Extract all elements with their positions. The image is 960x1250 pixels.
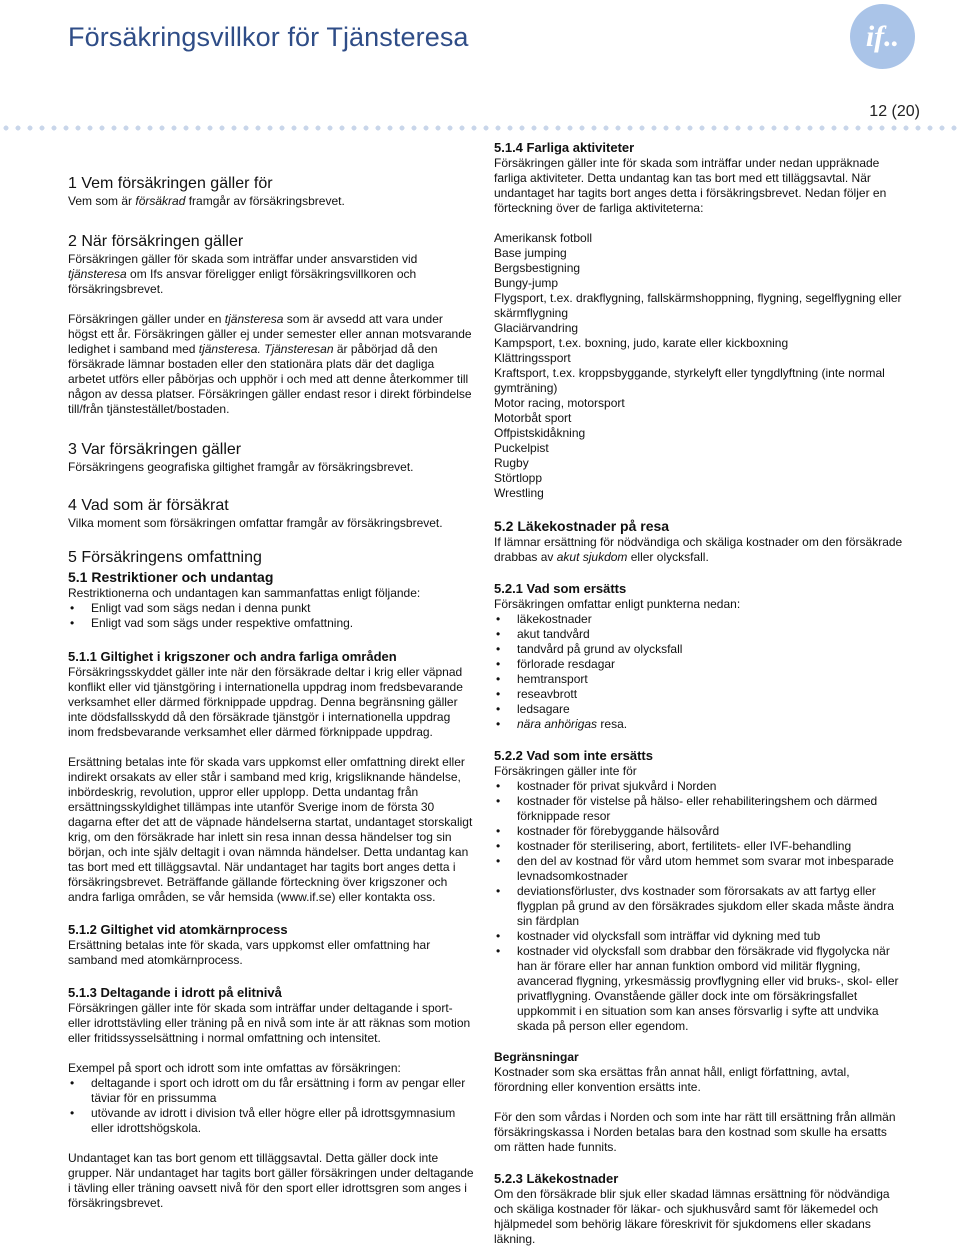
list-item: • ledsagare: [494, 702, 904, 717]
list-item: • den del av kostnad för vård utom hemmet som svarar mot inbesparade levnadsomkostnader: [494, 854, 904, 884]
limitations-paragraph-1: Kostnader som ska ersättas från annat håll, enligt författning, avtal, förordning eller konvention ersätts inte.: [494, 1065, 850, 1094]
section-5-2-2-heading: 5.2.2 Vad som inte ersätts: [494, 748, 653, 763]
section-4-heading: 4 Vad som är försäkrat: [68, 497, 229, 514]
if-logo: [850, 4, 915, 69]
list-item: Störtlopp: [494, 471, 543, 485]
right-column: [494, 140, 904, 1247]
logo-text: if..: [865, 19, 900, 53]
section-5-2-text: If lämnar ersättning för nödvändiga och skäliga kostnader om den försäkrade drabbas av akut sjukdom eller olycksfall.: [494, 535, 903, 564]
section-5-1-heading: 5.1 Restriktioner och undantag: [68, 569, 274, 585]
list-item: • kostnader vid olycksfall som drabbar den försäkrade vid flygolycka när han är förare eller har annan funktion ombord vid militär flygning, avancerad flygning, yrkesmässig provflygning eller vid bruks-, skol- eller privatflygning. Ovanstående gäller dock inte om försäkringsfallet uppkommit i en situation som kan anses försvarlig i syfte att undvika skada på person eller egendom.: [494, 944, 904, 1034]
section-5-1-4-text: Försäkringen gäller inte för skada som inträffar under nedan uppräknade farliga aktiviteter. Detta undantag kan tas bort med ett tilläggsavtal. När undantaget har tagits bort anges detta i försäkringsbrevet. Nedan följer en förteckning över de farliga aktiviteterna:: [494, 156, 887, 215]
section-5-2-1-list: [494, 612, 904, 732]
document-title: Försäkringsvillkor för Tjänsteresa: [68, 22, 469, 52]
list-item: Wrestling: [494, 486, 544, 500]
section-5-2-2-intro: Försäkringen gäller inte för: [494, 764, 637, 778]
list-item: • förlorade resdagar: [494, 657, 904, 672]
list-item: • Enligt vad som sägs nedan i denna punkt: [68, 601, 474, 616]
list-item: • kostnader vid olycksfall som inträffar vid dykning med tub: [494, 929, 904, 944]
section-5-1-3-paragraph-2: Exempel på sport och idrott som inte omfattas av försäkringen:: [68, 1061, 401, 1075]
section-5-2-heading: 5.2 Läkekostnader på resa: [494, 518, 670, 534]
section-5-heading: 5 Försäkringens omfattning: [68, 549, 262, 566]
list-item: Bergsbestigning: [494, 261, 581, 275]
section-5-1-3-paragraph-3: Undantaget kan tas bort genom ett tilläggsavtal. Detta gäller dock inte grupper. När undantaget har tagits bort gäller försäkringen under deltagande i tävling eller träning oavsett nivå för den sport eller idrottsgren som anges i försäkringsbrevet.: [68, 1151, 474, 1210]
section-5-1-4-heading: 5.1.4 Farliga aktiviteter: [494, 140, 635, 155]
list-item: Klättringssport: [494, 351, 571, 365]
section-5-1-list: [68, 601, 474, 631]
list-item: • reseavbrott: [494, 687, 904, 702]
limitations-heading: Begränsningar: [494, 1050, 579, 1064]
section-5-2-2-list: [494, 779, 904, 1034]
section-5-1-2-text: Ersättning betalas inte för skada, vars uppkomst eller omfattning har samband med atomkärnprocess.: [68, 938, 431, 967]
list-item: • kostnader för förebyggande hälsovård: [494, 824, 904, 839]
section-5-1-3-paragraph-1: Försäkringen gäller inte för skada som inträffar under deltagande i sport- eller idrottstävling eller träning på en nivå som inte är att räknas som motion eller fritidssysselsättning i normal omfattning och intensitet.: [68, 1001, 471, 1045]
list-item: • kostnader för vistelse på hälso- eller rehabiliteringshem och därmed förknippade resor: [494, 794, 904, 824]
section-5-2-3-text: Om den försäkrade blir sjuk eller skadad lämnas ersättning för nödvändiga och skäliga kostnader för läkar- och sjukhusvård samt för läkemedel och hjälpmedel som behörig läkare föreskrivit för sjukdomens eller skadans läkning.: [494, 1187, 890, 1246]
list-item: • akut tandvård: [494, 627, 904, 642]
list-item: Amerikansk fotboll: [494, 231, 593, 245]
section-5-1-1-heading: 5.1.1 Giltighet i krigszoner och andra farliga områden: [68, 649, 397, 664]
list-item: Glaciärvandring: [494, 321, 579, 335]
list-item: Motor racing, motorsport: [494, 396, 625, 410]
list-item: Offpistskidåkning: [494, 426, 586, 440]
list-item: • Enligt vad som sägs under respektive omfattning.: [68, 616, 474, 631]
dotted-divider: [0, 124, 960, 132]
section-4-text: Vilka moment som försäkringen omfattar framgår av försäkringsbrevet.: [68, 516, 443, 530]
section-5-2-3-heading: 5.2.3 Läkekostnader: [494, 1171, 619, 1186]
section-2-heading: 2 När försäkringen gäller: [68, 233, 244, 250]
limitations-paragraph-2: För den som vårdas i Norden och som inte har rätt till ersättning från allmän försäkringskassa i Norden betalas bara den kostnad som skulle ha ersatts om rätten hade funnits.: [494, 1110, 896, 1154]
list-item: Puckelpist: [494, 441, 549, 455]
list-item: Bungy-jump: [494, 276, 559, 290]
list-item: • hemtransport: [494, 672, 904, 687]
section-1-heading: 1 Vem försäkringen gäller för: [68, 175, 273, 192]
list-item: Base jumping: [494, 246, 567, 260]
section-3-heading: 3 Var försäkringen gäller: [68, 441, 242, 458]
list-item: • tandvård på grund av olycksfall: [494, 642, 904, 657]
section-2-paragraph-2: Försäkringen gäller under en tjänsteresa som är avsedd att vara under högst ett år. Försäkringen gäller ej under semester eller annan motsvarande ledighet i samband med tjänsteresa. Tjänsteresan är påbörjad då den försäkrade lämnar bostaden eller den stationära plats där det dagliga arbetet utförs eller påbörjas och upphör i och med att denne återkommer till någon av dessa platser. Försäkringen gäller endast resor i direkt förbindelse till/från tjänstestället/bostaden.: [68, 312, 472, 416]
section-5-2-1-heading: 5.2.1 Vad som ersätts: [494, 581, 627, 596]
list-item: • nära anhörigas resa.: [494, 717, 904, 732]
list-item: • kostnader för privat sjukvård i Norden: [494, 779, 904, 794]
list-item: Rugby: [494, 456, 529, 470]
section-5-1-1-paragraph-1: Försäkringsskyddet gäller inte när den försäkrade deltar i krig eller väpnad konflikt eller vid tjänstgöring i internationella uppdrag inom fredsbevarande verksamhet eller därmed förknippade uppdrag. Denna begränsning gäller inte dödsfallsskydd då den försäkrade tjänstgör i internationella uppdrag inom fredsbevarande verksamhet eller därmed förknippade uppdrag.: [68, 665, 463, 739]
list-item: Motorbåt sport: [494, 411, 572, 425]
dangerous-activities-list: [494, 231, 904, 501]
section-5-2-1-intro: Försäkringen omfattar enligt punkterna nedan:: [494, 597, 741, 611]
section-5-1-2-heading: 5.1.2 Giltighet vid atomkärnprocess: [68, 922, 288, 937]
left-column: [68, 140, 474, 1211]
list-item: • läkekostnader: [494, 612, 904, 627]
list-item: Kampsport, t.ex. boxning, judo, karate eller kickboxning: [494, 336, 789, 350]
list-item: • utövande av idrott i division två eller högre eller på idrottsgymnasium eller idrottshögskola.: [68, 1106, 474, 1136]
page-number: 12 (20): [869, 103, 920, 120]
section-3-text: Försäkringens geografiska giltighet framgår av försäkringsbrevet.: [68, 460, 414, 474]
list-item: • deltagande i sport och idrott om du får ersättning i form av pengar eller täviar för en prissumma: [68, 1076, 474, 1106]
section-2-paragraph-1: Försäkringen gäller för skada som inträffar under ansvarstiden vid tjänsteresa om Ifs ansvar föreligger enligt försäkringsvillkoren och försäkringsbrevet.: [68, 252, 418, 296]
section-1-text: Vem som är försäkrad framgår av försäkringsbrevet.: [68, 194, 345, 208]
list-item: • kostnader för sterilisering, abort, fertilitets- eller IVF-behandling: [494, 839, 904, 854]
section-5-1-3-list: [68, 1076, 474, 1136]
section-5-1-1-paragraph-2: Ersättning betalas inte för skada vars uppkomst eller omfattning direkt eller indirekt orsakats av eller står i samband med krig, krigsliknande händelse, inbördeskrig, revolution, uppror eller upplopp. Detta undantag från ersättningsskyldighet tillämpas inte utanför Sverige inom de första 30 dagarna efter det att de väpnade händelserna startat, undantaget storskaligt krig, om den försäkrade har inlett sin resa innan dessa händelser tog sin början, och inte själv deltagit i ovan nämnda händelser. Detta undantag kan tas bort med ett tilläggsavtal. När undantaget har tagits bort anges detta i försäkringsbrevet. Beträffande gällande förteckning över krigszoner och andra farliga områden, se vår hemsida (www.if.se) eller kontakta oss.: [68, 755, 473, 904]
list-item: • deviationsförluster, dvs kostnader som förorsakats av att fartyg eller flygplan på grund av den försäkrades sjukdom eller skada måste ändra sin färdplan: [494, 884, 904, 929]
section-5-1-intro: Restriktionerna och undantagen kan sammanfattas enligt följande:: [68, 586, 421, 600]
list-item: Flygsport, t.ex. drakflygning, fallskärmshoppning, flygning, segelflygning eller skärmflygning: [494, 291, 902, 320]
section-5-1-3-heading: 5.1.3 Deltagande i idrott på elitnivå: [68, 985, 282, 1000]
list-item: Kraftsport, t.ex. kroppsbyggande, styrkelyft eller tyngdlyftning (inte normal gymträning): [494, 366, 885, 395]
